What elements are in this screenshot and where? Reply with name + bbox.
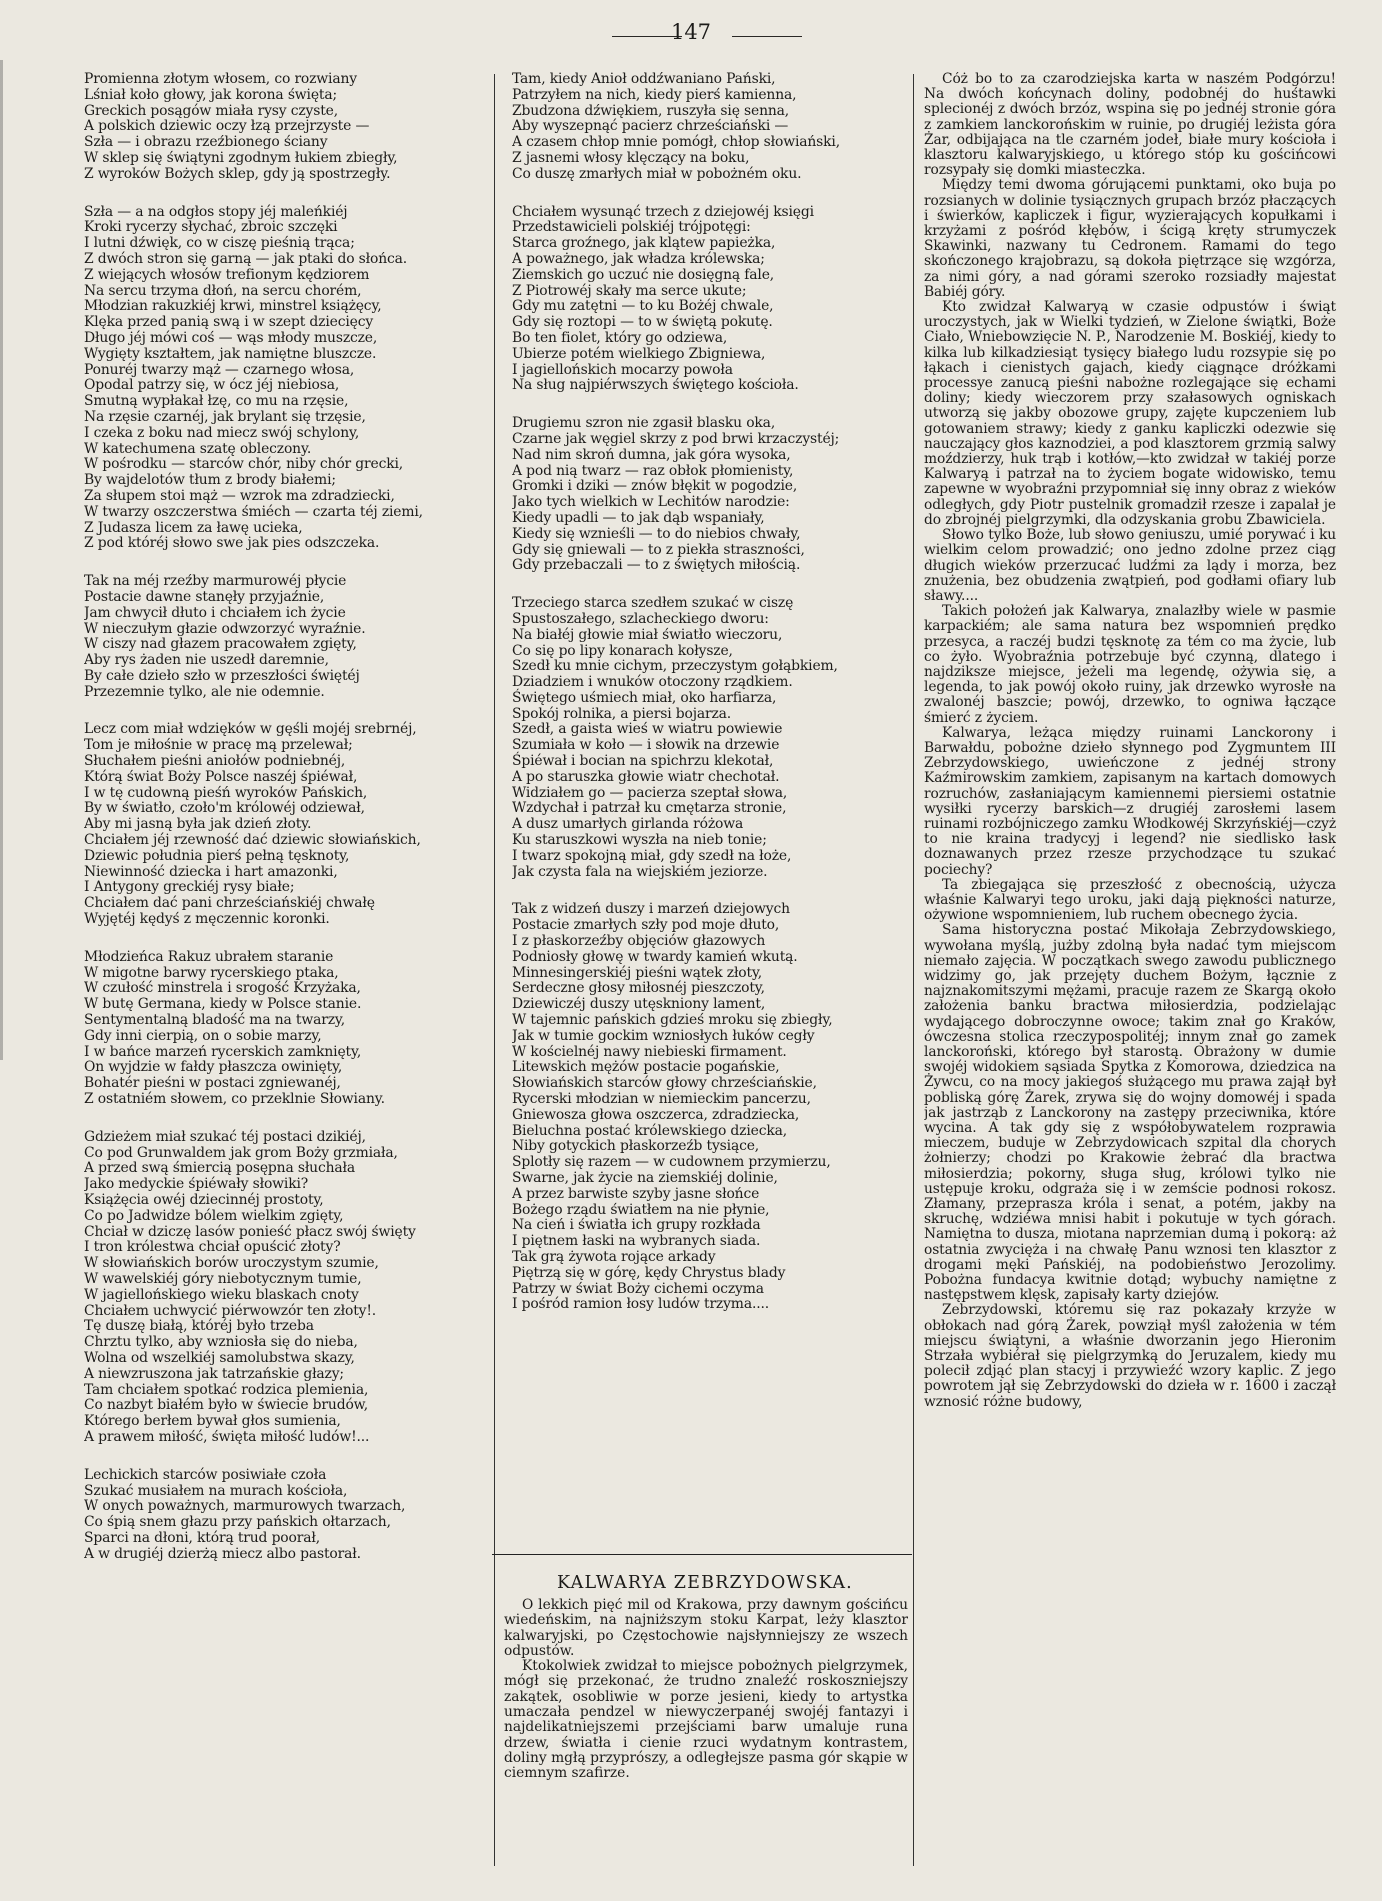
- poem-line: Aby wyszepnąć pacierz chrześciański —: [512, 118, 789, 135]
- poem-line: Chrztu tylko, aby wzniosła się do nieba,: [84, 1334, 358, 1351]
- poem-line: Lśniał koło głowy, jak korona święta;: [84, 86, 338, 103]
- poem-line: Niewinność dziecka i hart amazonki,: [84, 863, 338, 880]
- poem-line: Chciał w dziczę lasów ponieść płacz swój święty: [84, 1223, 416, 1240]
- poem-line: Gdzieżem miał szukać téj postaci dzikiéj,: [84, 1128, 366, 1145]
- poem-line: Opodal patrzy się, w ócz jéj niebiosa,: [84, 377, 340, 394]
- poem-line: Jak czysta fala na wiejskiém jeziorze.: [512, 863, 768, 880]
- paragraph: Takich położeń jak Kalwarya, znalazłby wiele w pasmie karpackiém; ale sama natura bez wspomnień prędko przesyca, a raczéj budzi tęsknotę za tém co ma życie, lub co żyło. Wyobraźnia potrzebuje być czynną, dlatego i najdziksze miejsce, jeżeli ma legendę, ożywia się, a legenda, to jak powój około ruiny, jak drzewko wyrosłe na zwalonéj baszcie; powój, drzewko, to ogniwa łączące śmierć z życiem.: [924, 603, 1336, 726]
- poem-line: Długo jéj mówi coś — wąs młody muszcze,: [84, 329, 378, 346]
- poem-line: Niby gotyckich płaskorzeźb tysiące,: [512, 1138, 760, 1155]
- poem-line: Gdy przebaczali — to z świętych miłością.: [512, 557, 801, 574]
- section-title: KALWARYA ZEBRZYDOWSKA.: [557, 1573, 853, 1593]
- poem-line: Na białéj głowie miał światło wieczoru,: [512, 626, 783, 643]
- poem-line: Widziałem go — pacierza szeptał słowa,: [512, 784, 788, 801]
- paragraph: Kalwarya, leżąca między ruinami Lanckorony i Barwałdu, pobożne dzieło słynnego pod Zygmuntem III Zebrzydowskiego, uwieńczone z jednéj strony Kaźmirowskim zamkiem, zapisanym na kartach domowych rozruchów, zasłaniającym kamiennemi piersiemi ostatnie wysiłki rycerzy barskich—z drugiéj zarosłemi lasem ruinami rozbójniczego zamku Włodkowéj Skrzyńskiéj—czyż to nie kraina tradycyj i legend? nie siedlisko łask doznawanych przez rzesze przychodzące tu szukać pociechy?: [924, 724, 1336, 878]
- poem-line: A w drugiéj dzierżą miecz albo pastorał.: [84, 1545, 361, 1562]
- page-header: [0, 14, 1382, 54]
- poem-line: Młodzieńca Rakuz ubrałem staranie: [84, 948, 334, 965]
- poem-stanza: [512, 902, 904, 1313]
- poem-line: W katechumena szatę obleczony.: [84, 440, 312, 457]
- poem-line: A niewzruszona jak tatrzańskie głazy;: [84, 1365, 344, 1382]
- poem-line: Z Piotrowéj skały ma serce ukute;: [512, 282, 747, 299]
- paragraph: Cóż bo to za czarodziejska karta w naszém Podgórzu! Na dwóch końcynach doliny, podobnéj do huśtawki splecionéj z dwóch brzóz, wspina się po jednéj stronie góra z zamkiem lanckorońskim w ruinie, po drugiéj leżista góra Żar, odbijająca na tle czarném jodeł, białe mury kościoła i klasztoru kalwaryjskiego, u którego stóp ku gościńcowi rozsypały się domki miasteczka.: [924, 72, 1336, 179]
- binding-shadow: [0, 60, 8, 1060]
- poem-line: W onych poważnych, marmurowych twarzach,: [84, 1498, 406, 1515]
- poem-line: Śpiéwał i bocian na spichrzu klekotał,: [512, 753, 774, 770]
- poem-line: Chciałem uchwycić piérwowzór ten złoty!.: [84, 1302, 377, 1319]
- poem-line: Tam chciałem spotkać rodzica plemienia,: [84, 1381, 369, 1398]
- poem-line: W czułość minstrela i srogość Krzyżaka,: [84, 980, 361, 997]
- poem-line: Spustoszałego, szlacheckiego dworu:: [512, 610, 769, 627]
- poem-line: Tak z widzeń duszy i marzeń dziejowych: [512, 901, 790, 918]
- poem-line: Z dwóch stron się garną — jak ptaki do słońca.: [84, 250, 408, 267]
- poem-line: Splotły się razem — w cudownem przymierzu,: [512, 1154, 831, 1171]
- poem-line: A przed swą śmiercią posępna słuchała: [84, 1160, 356, 1177]
- poem-line: Patrzy w świat Boży cichemi oczyma: [512, 1280, 764, 1297]
- poem-line: A prawem miłość, święta miłość ludów!...: [84, 1428, 370, 1445]
- poem-line: Bożego rządu światłem na nie płynie,: [512, 1201, 770, 1218]
- poem-line: Wygięty kształtem, jak namiętne bluszcze.: [84, 345, 377, 362]
- poem-line: I twarz spokojną miał, gdy szedł na łoże,: [512, 847, 792, 864]
- poem-stanza: [512, 205, 904, 395]
- poem-line: W ciszy nad głazem pracowałem zgięty,: [84, 636, 357, 653]
- poem-line: Starca groźnego, jak klątew papieżka,: [512, 235, 776, 252]
- poem-stanza: [84, 72, 486, 183]
- poem-line: Tak na méj rzeźby marmurowéj płycie: [84, 573, 347, 590]
- paragraph: O lekkich pięć mil od Krakowa, przy dawnym gościńcu wiedeńskim, na najniższym stoku Karpat, leży klasztor kalwaryjski, po Częstochowie najsłynniejszy ze wszech odpustów.: [504, 1598, 908, 1659]
- poem-line: I jagiellońskich mocarzy powoła: [512, 361, 733, 378]
- poem-line: W butę Germana, kiedy w Polsce stanie.: [84, 996, 362, 1013]
- poem-line: By wajdelotów tłum z brody białemi;: [84, 472, 336, 489]
- paragraph: Między temi dwoma górującemi punktami, oko buja po rozsianych w dolinie tysiącznych grupach brzóz płaczących i świerków, kapliczek i figur, wyzierających kopułkami i krzyżami z pośród kłębów, i ścigą kręty strumyczek Skawinki, nazwany tu Cedronem. Ramami do tego skończonego krajobrazu, są dokoła piętrzące się wzgórza, za nimi góry, a nad górami szeroko rozsiadły majestat Babiéj góry.: [924, 177, 1336, 300]
- poem-line: Lecz com miał wdzięków w gęśli mojéj srebrnéj,: [84, 721, 417, 738]
- poem-line: On wyjdzie w fałdy płaszcza owinięty,: [84, 1059, 343, 1076]
- paragraph: Sama historyczna postać Mikołaja Zebrzydowskiego, wywołana myślą, jużby zdolną była nadać tym miejscom niemało zajęcia. W początkach swego zawodu publicznego widzimy go, jak przejęty duchem Bożym, łącznie z najznakomitszymi mężami, pracuje razem ze Skargą około założenia banku bractwa miłosierdzia, podzielając wydającego dobroczynne owoce; takim znał go Kraków, ówczesna stolica rzeczypospolitéj; innym znał go zamek lanckoroński, którego był starostą. Obrażony w dumie swojéj widokiem sąsiada Spytka z Komorowa, dziedzica na Żywcu, co na mocy jakiegoś służącego mu prawa zajął był pobliską górę Żarek, zrywa się do wojny domowéj i spada jak jastrząb z Lanckorony na zastępy przeciwnika, które wycina. A tak gdy się z współobywatelem rozprawia mieczem, buduje w Zebrzydowicach szpital dla chorych żołnierzy; chodzi po Krakowie żebrać dla bractwa miłosierdzia; pokorny, sługa sług, królowi tylko nie ustępuje kroku, odgraża się i w zemście podnosi rokosz. Złamany, przeprasza króla i senat, a potém, jakby na skruchę, wdziéwa mnisi habit i pokutuje w tych górach. Namiętna to dusza, miotana naprzemian dumą i pokorą: aż ostatnia zwycięża i na chwałę Panu wznosi ten klasztor z drogami męki Pańskiéj, na podobieństwo Jerozolimy. Pobożna fundacya kwitnie dotąd; wybuchy namiętne z następstwem klęsk, zapisały karty dziejów.: [924, 922, 1336, 1304]
- poem-line: Przedstawicieli polskiéj trójpotęgi:: [512, 219, 751, 236]
- poem-line: Co duszę zmarłych miał w pobożném oku.: [512, 165, 802, 182]
- poem-line: Dziewic południa pierś pełną tęsknoty,: [84, 847, 350, 864]
- poem-line: Na rzęsie czarnéj, jak brylant się trzęsie,: [84, 408, 366, 425]
- poem-line: W twarzy oszczerstwa śmiéch — czarta téj ziemi,: [84, 503, 423, 520]
- poem-line: Dziewiczéj duszy utęskniony lament,: [512, 996, 766, 1013]
- poem-line: Młodzian rakuzkiéj krwi, minstrel książęcy,: [84, 298, 382, 315]
- section-intro: [504, 1598, 908, 1858]
- poem-line: W sklep się świątyni zgodnym łukiem zbiegły,: [84, 149, 398, 166]
- poem-line: Słuchałem pieśni aniołów podniebnéj,: [84, 753, 346, 770]
- poem-line: I piętnem łaski na wybranych siada.: [512, 1233, 761, 1250]
- poem-line: By w światło, czoło'm królowéj odziewał,: [84, 800, 365, 817]
- poem-line: Bohatér pieśni w postaci zgniewanéj,: [84, 1075, 341, 1092]
- poem-line: A czasem chłop mnie pomógł, chłop słowiański,: [512, 134, 840, 151]
- poem-line: Postacie dawne stanęły przyjaźnie,: [84, 588, 325, 605]
- poem-line: Spokój rolnika, a piersi bojarza.: [512, 705, 732, 722]
- poem-line: Na sercu trzyma dłoń, na sercu chorém,: [84, 282, 362, 299]
- poem-line: Minnesingerskiéj pieśni wątek złoty,: [512, 964, 763, 981]
- poem-line: Klęka przed panią swą i w szept dziecięcy: [84, 314, 374, 331]
- poem-line: Z wiejących włosów trefionym kędziorem: [84, 266, 370, 283]
- poem-line: Ku staruszkowi wyszła na nieb tonie;: [512, 832, 767, 849]
- poem-line: W nieczułym głazie odwzorzyć wyraźnie.: [84, 620, 366, 637]
- poem-line: Na cień i światła ich grupy rozkłada: [512, 1217, 761, 1234]
- poem-line: Z Judasza licem za ławę ucieka,: [84, 519, 303, 536]
- poem-column-left: [84, 72, 486, 1882]
- poem-line: Gdy się roztopi — to w świętą pokutę.: [512, 314, 773, 331]
- poem-line: I lutni dźwięk, co w ciszę pieśnią trąca;: [84, 235, 355, 252]
- poem-line: W tajemnic pańskich gdzieś mroku się zbiegły,: [512, 1012, 833, 1029]
- poem-line: I w tę cudowną pieśń wyroków Pańskich,: [84, 784, 368, 801]
- poem-line: Serdeczne głosy miłosnéj pieszczoty,: [512, 980, 765, 997]
- poem-line: Za słupem stoi mąż — wzrok ma zdradziecki,: [84, 487, 395, 504]
- poem-line: Jako medyckie śpiéwały słowiki?: [84, 1176, 309, 1193]
- poem-line: Postacie zmarłych szły pod moje dłuto,: [512, 917, 780, 934]
- poem-line: Z wyroków Bożych sklep, gdy ją spostrzegły.: [84, 165, 391, 182]
- poem-line: Tak grą żywota rojące arkady: [512, 1248, 716, 1265]
- poem-line: Bieluchna postać królewskiego dziecka,: [512, 1122, 787, 1139]
- poem-line: Wzdychał i patrzał ku cmętarza stronie,: [512, 800, 787, 817]
- poem-line: Podniosły głowę w twardy kamień wkutą.: [512, 948, 798, 965]
- poem-line: Przezemnie tylko, ale nie odemnie.: [84, 683, 325, 700]
- poem-line: Książęcia owéj dziecinnéj prostoty,: [84, 1192, 324, 1208]
- poem-line: Co śpią snem głazu przy pańskich ołtarzach,: [84, 1514, 391, 1531]
- poem-line: Swarne, jak życie na ziemskiéj dolinie,: [512, 1170, 778, 1186]
- poem-line: I tron królestwa chciał opuścić złoty?: [84, 1239, 341, 1256]
- poem-line: Piętrzą się w górę, kędy Chrystus blady: [512, 1264, 786, 1281]
- poem-line: A dusz umarłych girlanda różowa: [512, 816, 744, 833]
- poem-line: Gniewosza głowa oszczerca, zdradziecka,: [512, 1106, 800, 1123]
- poem-line: Z jasnemi włosy klęczący na boku,: [512, 149, 750, 166]
- poem-line: Chciałem wysunąć trzech z dziejowéj księgi: [512, 203, 814, 220]
- poem-line: Ziemskich go uczuć nie dosięgną fale,: [512, 266, 775, 283]
- poem-stanza: [84, 950, 486, 1108]
- poem-line: Kiedy upadli — to jak dąb wspaniały,: [512, 509, 765, 526]
- poem-stanza: [512, 416, 904, 574]
- poem-line: Promienna złotym włosem, co rozwiany: [84, 72, 357, 87]
- poem-line: Wolna od wszelkiéj samolubstwa skazy,: [84, 1349, 355, 1366]
- poem-line: A pod nią twarz — raz obłok płomienisty,: [512, 462, 794, 479]
- poem-line: Gdy się gniewali — to z piekła straszności,: [512, 541, 805, 558]
- poem-stanza: [84, 722, 486, 927]
- poem-line: I z płaskorzeźby objęciów głazowych: [512, 933, 766, 950]
- poem-stanza: [84, 205, 486, 553]
- poem-line: A po staruszka głowie wiatr chechotał.: [512, 768, 780, 785]
- poem-line: I Antygony greckiéj rysy białe;: [84, 879, 295, 896]
- poem-line: Sparci na dłoni, którą trud poorał,: [84, 1529, 320, 1546]
- poem-line: Świętego uśmiech miał, oko harfiarza,: [512, 689, 777, 706]
- paragraph: Zebrzydowski, któremu się raz pokazały krzyże w obłokach nad górą Żarek, powziął myśl założenia w tém miejscu świątyni, a właśnie dworzanin jego Hieronim Strzała wybiérał się pielgrzymką do Jeruzalem, kiedy mu polecił zdjąć plan stacyj i przywieźć wzory kaplic. Z jego powrotem jął się Zebrzydowski do dzieła w r. 1600 i zaczął wznosić różne budowy,: [924, 1302, 1336, 1410]
- header-rule-right: [732, 36, 802, 37]
- page-number: 147: [670, 20, 712, 44]
- poem-line: Bo ten fiolet, który go odziewa,: [512, 329, 728, 346]
- poem-line: Smutną wypłakał łzę, co mu na rzęsie,: [84, 393, 349, 410]
- paragraph: Ta zbiegająca się przeszłość z obecnością, użycza właśnie Kalwaryi tego uroku, jaki dają piękności naturze, ożywione wspomnieniem, lub ruchem obecnego życia.: [924, 876, 1336, 924]
- poem-line: Lechickich starców posiwiałe czoła: [84, 1466, 327, 1483]
- poem-line: Gromki i dziki — znów błękit w pogodzie,: [512, 478, 798, 495]
- poem-line: Szukać musiałem na murach kościoła,: [84, 1482, 348, 1499]
- poem-line: Drugiemu szron nie zgasił blasku oka,: [512, 415, 776, 432]
- poem-line: Co pod Grunwaldem jak grom Boży grzmiała,: [84, 1144, 398, 1161]
- poem-line: Na sług najpiérwszych świętego kościoła.: [512, 377, 799, 394]
- poem-stanza: [512, 596, 904, 880]
- poem-line: Wyjętéj kędyś z męczennic koronki.: [84, 911, 330, 928]
- poem-line: Aby mi jasną była jak dzień złoty.: [84, 816, 312, 833]
- poem-line: Litewskich mężów postacie pogańskie,: [512, 1059, 780, 1076]
- poem-line: A poważnego, jak władza królewska;: [512, 250, 765, 267]
- paragraph: Słowo tylko Boże, lub słowo geniuszu, umié porywać i ku wielkim celom prowadzić; ono jedno zdolne przez ciąg długich wieków przerzucać ludźmi za lądy i morza, bez znużenia, bez obudzenia zwątpień, pod godłami ofiary lub sławy....: [924, 527, 1336, 604]
- poem-line: I pośród ramion łosy ludów trzyma....: [512, 1296, 770, 1313]
- prose-column-right: [924, 72, 1336, 1882]
- poem-line: Co po Jadwidze bólem wielkim zgięty,: [84, 1207, 344, 1224]
- poem-line: Szła — i obrazu rzeźbionego ściany: [84, 134, 328, 151]
- poem-line: Z ostatniém słowem, co przeklnie Słowiany.: [84, 1091, 385, 1108]
- poem-line: Co się po lipy konarach kołysze,: [512, 642, 733, 659]
- paragraph: Ktokolwiek zwidzał to miejsce pobożnych pielgrzymek, mógł się przekonać, że trudno znaleźć roskoszniejszy zakątek, osobliwie w porze jesieni, kiedy to artystka umaczała pendzel w niewyczerpanéj swojéj fantazyi i najdelikatniejszemi przejściami barw umaluje runa drzew, światła i cienie rzuci wydatnym kontrastem, doliny mgłą przyprószy, a odległejsze pasma gór skąpie w ciemnym szafirze.: [504, 1658, 908, 1782]
- poem-line: Nad nim skroń dumna, jak góra wysoka,: [512, 446, 791, 463]
- poem-line: Z pod któréj słowo swe jak pies odszczeka.: [84, 535, 380, 552]
- poem-line: I czeka z boku nad miecz swój schylony,: [84, 424, 360, 441]
- poem-line: I w bańce marzeń rycerskich zamknięty,: [84, 1043, 362, 1060]
- poem-line: Ubierze potém wielkiego Zbigniewa,: [512, 345, 766, 362]
- poem-stanza: [84, 574, 486, 700]
- poem-line: Którego berłem bywał głos sumienia,: [84, 1413, 341, 1430]
- poem-stanza: [512, 72, 904, 183]
- poem-line: Kiedy się wznieśli — to do niebios chwały,: [512, 525, 801, 542]
- poem-line: A polskich dziewic oczy łzą przejrzyste —: [84, 118, 370, 135]
- poem-line: Kroki rycerzy słychać, zbroic szczęki: [84, 219, 338, 236]
- poem-line: Aby rys żaden nie uszedł daremnie,: [84, 652, 329, 669]
- section-divider: [492, 1554, 912, 1555]
- poem-line: W kościelnéj nawy niebieski firmament.: [512, 1043, 787, 1060]
- poem-line: W jagiellońskiego wieku blaskach cnoty: [84, 1286, 359, 1303]
- poem-line: Zbudzona dźwiękiem, ruszyła się senna,: [512, 102, 790, 119]
- poem-line: Jak w tumie gockim wzniosłych łuków cegły: [512, 1027, 815, 1044]
- poem-line: Szedł, a gaista wieś w wiatru powiewie: [512, 721, 783, 738]
- poem-line: Dziadziem i wnuków otoczony rządkiem.: [512, 674, 793, 691]
- column-rule-1: [494, 74, 495, 1866]
- poem-line: Czarne jak węgiel skrzy z pod brwi krzaczystéj;: [512, 430, 840, 447]
- poem-line: By całe dzieło szło w przeszłości świętéj: [84, 667, 360, 684]
- poem-line: W migotne barwy rycerskiego ptaka,: [84, 964, 339, 981]
- poem-stanza: [84, 1468, 486, 1563]
- poem-line: W słowiańskich borów uroczystym szumie,: [84, 1255, 379, 1272]
- poem-line: Ponuréj twarzy mąż — czarnego włosa,: [84, 361, 355, 378]
- poem-line: Gdy mu zatętni — to ku Bożéj chwale,: [512, 298, 774, 315]
- poem-line: Patrzyłem na nich, kiedy pierś kamienna,: [512, 86, 797, 103]
- poem-line: Którą świat Boży Polsce naszéj śpiéwał,: [84, 768, 358, 785]
- poem-line: Gdy inni cierpią, on o sobie marzy,: [84, 1027, 322, 1044]
- poem-stanza: [84, 1130, 486, 1446]
- poem-line: Chciałem dać pani chrześciańskiéj chwałę: [84, 895, 375, 912]
- poem-line: Jam chwycił dłuto i chciałem ich życie: [84, 604, 346, 621]
- poem-line: Jako tych wielkich w Lechitów narodzie:: [512, 494, 790, 511]
- poem-line: W pośrodku — starców chór, niby chór grecki,: [84, 456, 404, 473]
- poem-line: Szła — a na odgłos stopy jéj maleńkiéj: [84, 203, 348, 220]
- poem-line: Tom je miłośnie w pracę mą przelewał;: [84, 737, 353, 754]
- poem-line: Tę duszę białą, któréj było trzeba: [84, 1318, 314, 1335]
- paragraph: Kto zwidzał Kalwaryą w czasie odpustów i świąt uroczystych, jak w Wielki tydzień, w Zielone świątki, Boże Ciało, Wniebowzięcie N. P., Narodzenie M. Boskiéj, kiedy to kilka lub kilkadziesiąt tysięcy białego ludu rozsypie się po łąkach i cienistych gajach, kiedy ciągnące dróżkami processye zanucą pieśni nabożne rozlegające się echami doliny; kiedy wieczorem przy szałasowych ogniskach utworzą się jakby obozowe grupy, zajęte kupczeniem lub gotowaniem strawy; kiedy z ganku kapliczki odezwie się nauczający głos kaznodziei, a pod klasztorem grzmią salwy moździerzy, huk trąb i kotłów,—kto zwidzał w takiéj porze Kalwaryą i patrzał na to życiem bogate widowisko, temu zapewne w wyobraźni przypomniał się inny obraz z wieków odległych, gdy Piotr pustelnik gromadził rzesze i zapalał je do zbrojnéj pielgrzymki, dla odzyskania grobu Zbawiciela.: [924, 299, 1336, 528]
- poem-line: Rycerski młodzian w niemieckim pancerzu,: [512, 1091, 811, 1108]
- poem-line: A przez barwiste szyby jasne słońce: [512, 1185, 760, 1202]
- poem-line: Słowiańskich starców głowy chrześciańskie,: [512, 1075, 817, 1092]
- poem-line: W wawelskiéj góry niebotycznym tumie,: [84, 1270, 362, 1287]
- poem-line: Greckich posągów miała rysy czyste,: [84, 102, 338, 119]
- poem-line: Szumiała w koło — i słowik na drzewie: [512, 737, 780, 754]
- poem-line: Trzeciego starca szedłem szukać w ciszę: [512, 595, 794, 612]
- column-rule-2: [913, 74, 914, 1866]
- poem-line: Szedł ku mnie cichym, przeczystym gołąbkiem,: [512, 658, 838, 675]
- poem-line: Chciałem jéj rzewność dać dziewic słowiańskich,: [84, 832, 421, 849]
- poem-line: Co nazbyt białém było w świecie brudów,: [84, 1397, 369, 1414]
- poem-line: Sentymentalną bladość ma na twarzy,: [84, 1012, 345, 1029]
- poem-line: Tam, kiedy Anioł oddźwaniano Pański,: [512, 72, 776, 87]
